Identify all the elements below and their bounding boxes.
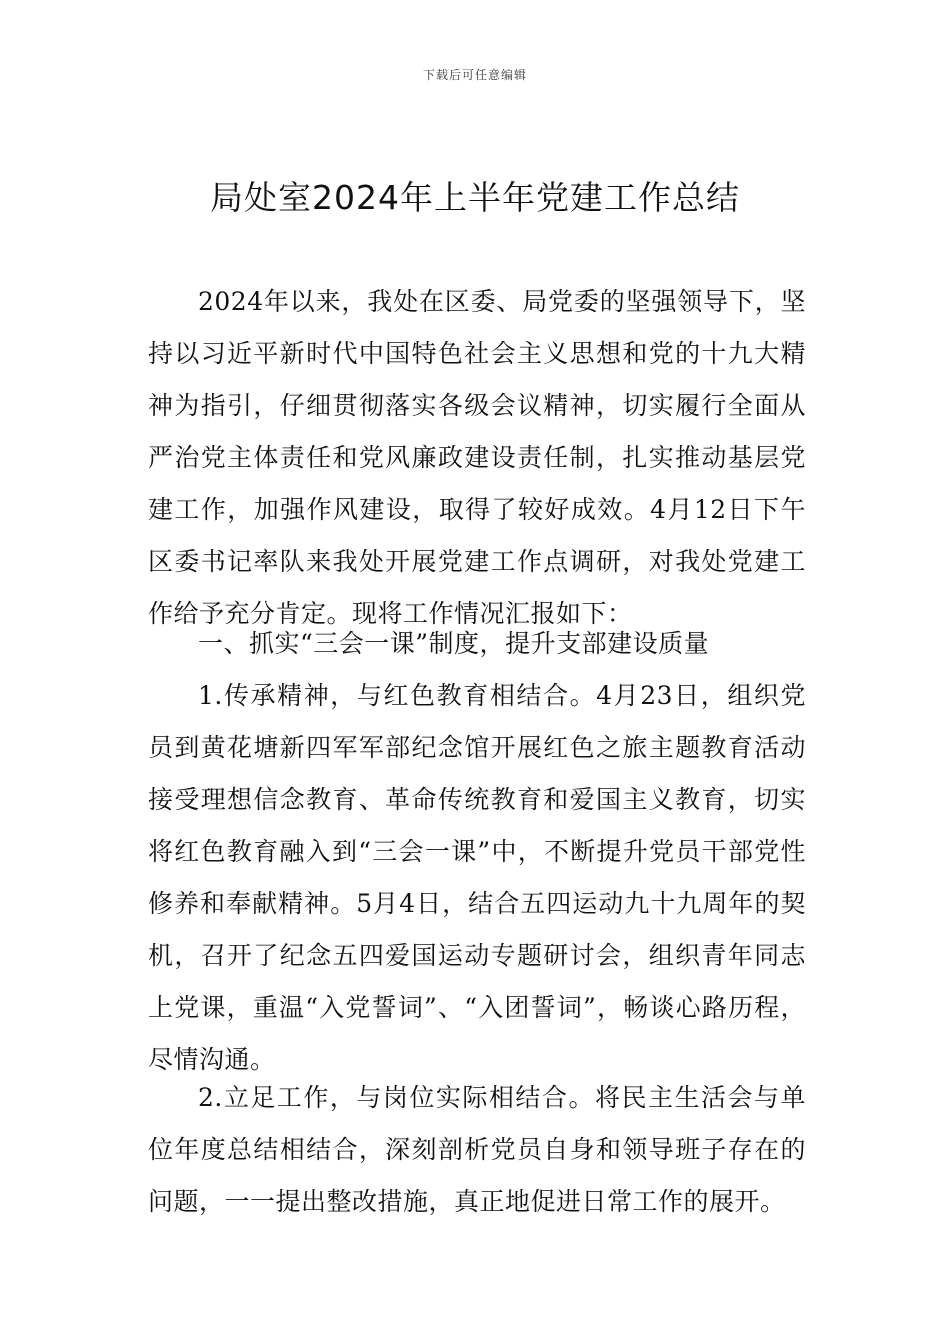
document-title: 局处室2024年上半年党建工作总结 bbox=[210, 178, 740, 217]
header-note: 下载后可任意编辑 bbox=[422, 68, 527, 82]
section-heading bbox=[148, 618, 806, 670]
paragraph-intro bbox=[148, 276, 806, 640]
paragraph-item-2 bbox=[148, 1072, 806, 1228]
paragraph-text: 2.立足工作，与岗位实际相结合。将民主生活会与单位年度总结相结合，深刻剖析党员自身和领导班子存在的问题，一一提出整改措施，真正地促进日常工作的展开。 bbox=[148, 1083, 806, 1216]
paragraph-text: 2024年以来，我处在区委、局党委的坚强领导下，坚持以习近平新时代中国特色社会主义思想和党的十九大精神为指引，仔细贯彻落实各级会议精神，切实履行全面从严治党主体责任和党风廉政建设责任制，扎实推动基层党建工作，加强作风建设，取得了较好成效。4月12日下午区委书记率队来我处开展党建工作点调研，对我处党建工作给予充分肯定。现将工作情况汇报如下： bbox=[148, 287, 806, 628]
section-heading-text: 一、抓实“三会一课”制度，提升支部建设质量 bbox=[198, 629, 710, 658]
paragraph-text: 1.传承精神，与红色教育相结合。4月23日，组织党员到黄花塘新四军军部纪念馆开展红色之旅主题教育活动接受理想信念教育、革命传统教育和爱国主义教育，切实将红色教育融入到“三会一课”中，不断提升党员干部党性修养和奉献精神。5月4日，结合五四运动九十九周年的契机，召开了纪念五四爱国运动专题研讨会，组织青年同志上党课，重温“入党誓词”、“入团誓词”，畅谈心路历程，尽情沟通。 bbox=[148, 681, 806, 1074]
paragraph-item-1 bbox=[148, 670, 806, 1086]
